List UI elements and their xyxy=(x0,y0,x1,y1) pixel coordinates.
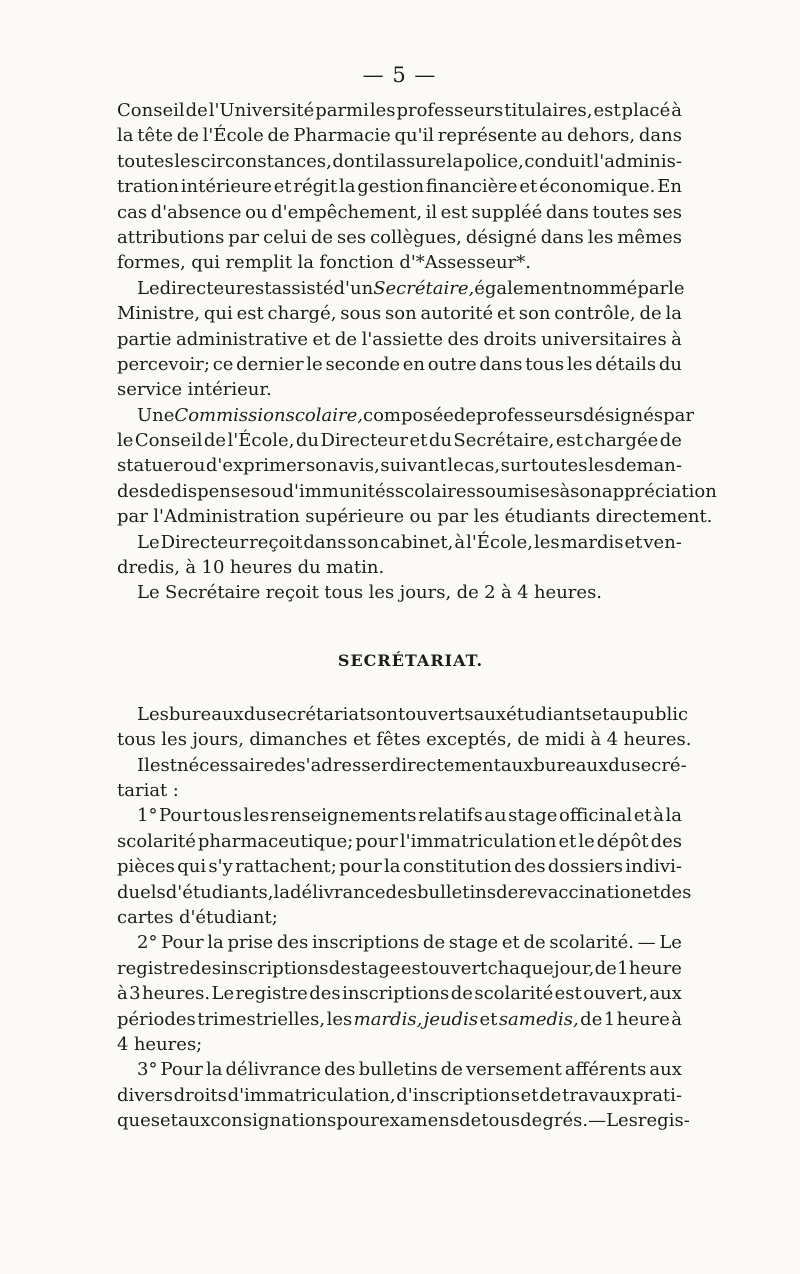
text-line: partie administrative et de l'assiette des droits universitaires à xyxy=(117,328,682,350)
document-page xyxy=(117,62,717,1133)
section-heading: SECRÉTARIAT. xyxy=(337,650,484,670)
text-line: dredis, à 10 heures du matin. xyxy=(117,557,385,579)
text-line: Les bureaux du secrétariat sont ouverts aux étudiants et au public xyxy=(137,703,689,725)
text-line: tous les jours, dimanches et fêtes exceptés, de midi à 4 heures. xyxy=(117,729,692,751)
text-line: pièces qui s'y rattachent; pour la constitution des dossiers indivi- xyxy=(117,856,682,878)
text-line: statuer ou d'exprimer son avis, suivant le cas, sur toutes les deman- xyxy=(117,455,682,477)
text-line: registre des inscriptions de stage est ouvert chaque jour, de 1 heure xyxy=(117,957,682,979)
text-line: toutes les circonstances, dont il assure la police, conduit l'adminis- xyxy=(117,150,682,172)
text-line: Le directeur est assisté d'un Secrétaire, également nommé par le xyxy=(137,277,685,299)
text-line: Conseil de l'Université parmi les professeurs titulaires, est placé à xyxy=(117,100,682,121)
paragraph xyxy=(117,1057,690,1133)
paragraph xyxy=(117,930,682,1057)
body-text-bottom xyxy=(117,702,692,1134)
paragraph xyxy=(117,702,692,753)
text-line: Le Secrétaire reçoit tous les jours, de 2 à 4 heures. xyxy=(137,582,603,604)
paragraph xyxy=(117,403,717,530)
paragraph xyxy=(117,580,682,605)
text-line: duels d'étudiants, la délivrance des bulletins de revaccination et des xyxy=(117,881,692,903)
text-line: Ministre, qui est chargé, sous son autorité et son contrôle, de la xyxy=(117,303,682,325)
paragraph xyxy=(117,753,687,804)
text-line: le Conseil de l'École, du Directeur et du Secrétaire, est chargée de xyxy=(117,430,682,452)
text-line: ques et aux consignations pour examens de tous degrés. — Les regis- xyxy=(117,1110,690,1132)
text-line: cas d'absence ou d'empêchement, il est suppléé dans toutes ses xyxy=(117,201,682,223)
text-line: Il est nécessaire de s'adresser directement aux bureaux du secré- xyxy=(137,754,687,776)
text-line: tariat : xyxy=(117,779,179,801)
text-line: formes, qui remplit la fonction d'*Assesseur*. xyxy=(117,252,531,274)
paragraph xyxy=(117,803,692,930)
text-line: 2° Pour la prise des inscriptions de stage et de scolarité. — Le xyxy=(137,932,682,954)
paragraph xyxy=(117,98,682,276)
text-line: des de dispenses ou d'immunités scolaires soumises à son appréciation xyxy=(117,480,717,502)
text-line: cartes d'étudiant; xyxy=(117,906,278,928)
page-number: — 5 — xyxy=(362,63,437,87)
text-line: divers droits d'immatriculation, d'inscriptions et de travaux prati- xyxy=(117,1084,682,1106)
text-line: service intérieur. xyxy=(117,379,272,401)
text-line: périodes trimestrielles, les mardis, jeudis et samedis, de 1 heure à xyxy=(117,1008,682,1030)
paragraph xyxy=(117,276,685,403)
text-line: par l'Administration supérieure ou par les étudiants directement. xyxy=(117,506,713,528)
text-line: Le Directeur reçoit dans son cabinet, à l'École, les mardis et ven- xyxy=(137,531,682,553)
paragraph xyxy=(117,530,682,581)
text-line: 3° Pour la délivrance des bulletins de versement afférents aux xyxy=(137,1059,682,1081)
text-line: tration intérieure et régit la gestion financière et économique. En xyxy=(117,176,682,198)
body-text-top xyxy=(117,98,717,606)
text-line: percevoir; ce dernier le seconde en outre dans tous les détails du xyxy=(117,353,682,375)
text-line: Une Commission scolaire, composée de professeurs désignés par xyxy=(137,404,694,426)
text-line: scolarité pharmaceutique; pour l'immatriculation et le dépôt des xyxy=(117,830,682,852)
text-line: 1° Pour tous les renseignements relatifs au stage officinal et à la xyxy=(137,805,682,827)
text-line: à 3 heures. Le registre des inscriptions de scolarité est ouvert, aux xyxy=(117,983,682,1005)
text-line: attributions par celui de ses collègues, désigné dans les mêmes xyxy=(117,226,682,248)
text-line: la tête de l'École de Pharmacie qu'il représente au dehors, dans xyxy=(117,125,682,147)
text-line: 4 heures; xyxy=(117,1033,203,1055)
